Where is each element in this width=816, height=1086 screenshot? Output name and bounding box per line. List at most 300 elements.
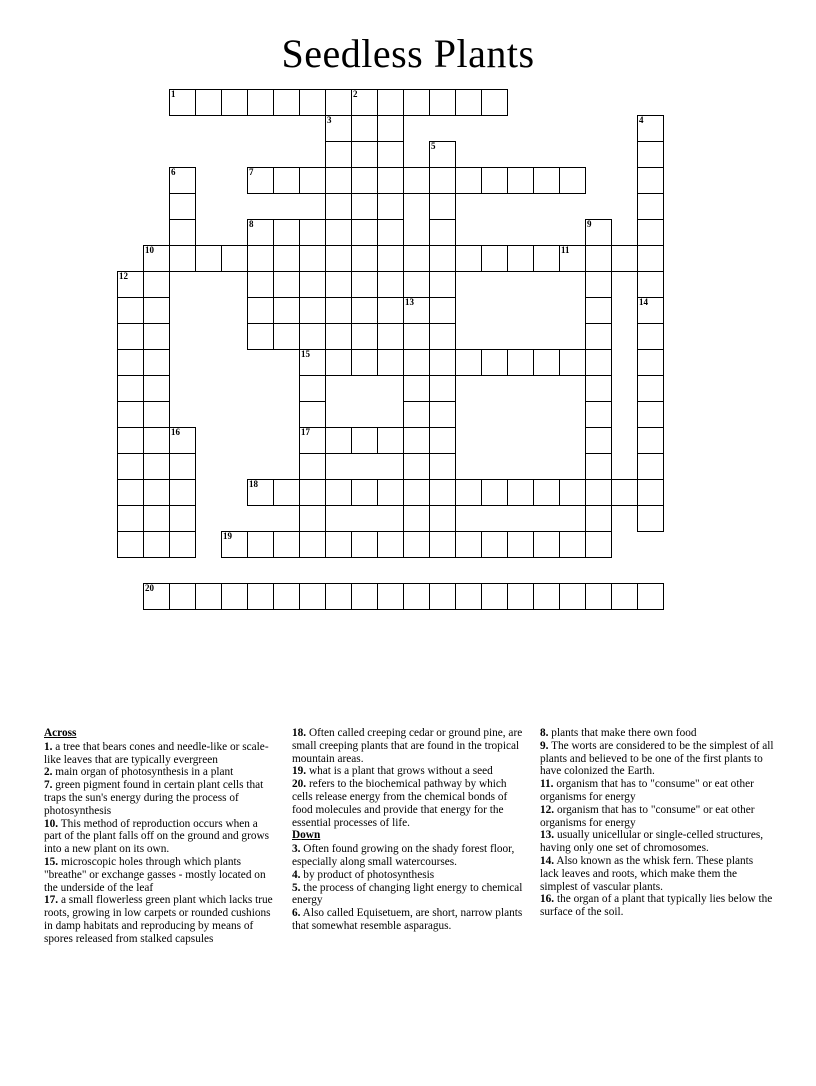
grid-cell[interactable] xyxy=(325,531,352,558)
clue-item xyxy=(540,893,774,919)
grid-cell[interactable] xyxy=(247,297,274,324)
grid-cell[interactable] xyxy=(403,401,430,428)
grid-cell[interactable] xyxy=(455,349,482,376)
grid-cell[interactable] xyxy=(507,583,534,610)
grid-cell[interactable] xyxy=(481,167,508,194)
grid-cell[interactable] xyxy=(377,271,404,298)
grid-cell[interactable] xyxy=(117,453,144,480)
grid-cell[interactable] xyxy=(533,167,560,194)
grid-cell[interactable] xyxy=(351,297,378,324)
grid-cell[interactable] xyxy=(325,193,352,220)
grid-cell[interactable] xyxy=(481,583,508,610)
grid-cell[interactable] xyxy=(559,167,586,194)
across-heading: Across xyxy=(44,727,77,739)
grid-cell[interactable] xyxy=(247,479,274,506)
across-clue-list-part2 xyxy=(292,727,526,829)
grid-cell[interactable] xyxy=(585,271,612,298)
clue-number: 17. xyxy=(44,894,59,907)
grid-cell[interactable] xyxy=(299,583,326,610)
grid-cell[interactable] xyxy=(377,583,404,610)
page-title: Seedless Plants xyxy=(281,31,535,76)
grid-cell-number: 14 xyxy=(639,297,648,307)
clue-item xyxy=(44,766,278,779)
grid-cell[interactable] xyxy=(117,401,144,428)
grid-cell[interactable] xyxy=(247,89,274,116)
clue-text: organism that has to "consume" or eat other organisms for energy xyxy=(540,803,755,829)
grid-cell[interactable] xyxy=(403,375,430,402)
grid-cell[interactable] xyxy=(325,297,352,324)
grid-cell[interactable] xyxy=(585,531,612,558)
grid-cell[interactable] xyxy=(299,245,326,272)
grid-cell[interactable] xyxy=(247,245,274,272)
grid-cell[interactable] xyxy=(507,245,534,272)
grid-cell-number: 19 xyxy=(223,531,232,541)
grid-cell[interactable] xyxy=(559,349,586,376)
clue-number: 18. xyxy=(292,727,307,739)
grid-cell[interactable] xyxy=(429,193,456,220)
grid-cell[interactable] xyxy=(377,245,404,272)
grid-cell[interactable] xyxy=(403,89,430,116)
grid-cell[interactable] xyxy=(247,531,274,558)
grid-cell[interactable] xyxy=(325,271,352,298)
grid-cell[interactable] xyxy=(481,245,508,272)
grid-cell[interactable] xyxy=(143,297,170,324)
grid-cell[interactable] xyxy=(247,583,274,610)
grid-cell[interactable] xyxy=(351,89,378,116)
clue-text: refers to the biochemical pathway by which cells release energy from the chemical bonds of food molecules and provide that energy for the essential processes of life. xyxy=(292,778,508,829)
grid-cell[interactable] xyxy=(585,297,612,324)
grid-cell[interactable] xyxy=(403,245,430,272)
down-clue-list-part1 xyxy=(292,843,526,933)
grid-cell[interactable] xyxy=(351,193,378,220)
grid-cell[interactable] xyxy=(299,219,326,246)
grid-cell[interactable] xyxy=(637,479,664,506)
grid-cell[interactable] xyxy=(273,89,300,116)
clue-number: 7. xyxy=(44,779,53,792)
grid-cell[interactable] xyxy=(533,479,560,506)
grid-cell[interactable] xyxy=(429,323,456,350)
clue-item xyxy=(44,779,278,817)
grid-cell-number: 15 xyxy=(301,349,310,359)
grid-cell[interactable] xyxy=(325,245,352,272)
clue-item xyxy=(540,855,774,893)
clue-item xyxy=(44,818,278,856)
grid-cell[interactable] xyxy=(351,219,378,246)
grid-cell[interactable] xyxy=(143,531,170,558)
grid-cell[interactable] xyxy=(377,193,404,220)
grid-cell[interactable] xyxy=(143,271,170,298)
grid-cell[interactable] xyxy=(559,583,586,610)
clue-text: the organ of a plant that typically lies below the surface of the soil. xyxy=(540,893,773,919)
grid-cell[interactable] xyxy=(273,531,300,558)
grid-cell[interactable] xyxy=(429,583,456,610)
grid-cell[interactable] xyxy=(533,583,560,610)
clue-number: 14. xyxy=(540,854,555,867)
grid-cell[interactable] xyxy=(585,479,612,506)
grid-cell[interactable] xyxy=(429,505,456,532)
grid-cell[interactable] xyxy=(403,583,430,610)
grid-cell-number: 2 xyxy=(353,89,358,99)
grid-cell[interactable] xyxy=(637,401,664,428)
clue-text: The worts are considered to be the simplest of all plants and believed to be one of the first plants to have colonized the Earth. xyxy=(540,739,774,778)
grid-cell[interactable] xyxy=(117,297,144,324)
grid-cell[interactable] xyxy=(637,349,664,376)
grid-cell[interactable] xyxy=(637,453,664,480)
grid-cell[interactable] xyxy=(377,297,404,324)
grid-cell[interactable] xyxy=(143,453,170,480)
grid-cell[interactable] xyxy=(299,401,326,428)
grid-cell[interactable] xyxy=(247,167,274,194)
grid-cell[interactable] xyxy=(169,583,196,610)
grid-cell[interactable] xyxy=(247,219,274,246)
grid-cell[interactable] xyxy=(585,349,612,376)
grid-cell[interactable] xyxy=(273,583,300,610)
grid-cell[interactable] xyxy=(585,505,612,532)
grid-cell[interactable] xyxy=(455,531,482,558)
grid-cell[interactable] xyxy=(299,349,326,376)
clue-text: usually unicellular or single-celled structures, having only one set of chromosomes. xyxy=(540,829,764,855)
grid-cell[interactable] xyxy=(403,505,430,532)
grid-cell[interactable] xyxy=(429,531,456,558)
grid-cell[interactable] xyxy=(351,141,378,168)
grid-cell[interactable] xyxy=(169,193,196,220)
grid-cell[interactable] xyxy=(169,453,196,480)
grid-cell-number: 9 xyxy=(587,219,592,229)
grid-cell[interactable] xyxy=(351,245,378,272)
clue-item xyxy=(292,869,526,882)
clue-text: microscopic holes through which plants "breathe" or exchange gasses - mostly located on the underside of the leaf xyxy=(44,855,266,894)
grid-cell[interactable] xyxy=(585,323,612,350)
grid-cell[interactable] xyxy=(351,323,378,350)
grid-cell[interactable] xyxy=(299,167,326,194)
clue-item xyxy=(540,804,774,830)
grid-cell[interactable] xyxy=(273,219,300,246)
grid-cell[interactable] xyxy=(377,115,404,142)
grid-cell[interactable] xyxy=(325,479,352,506)
clue-item xyxy=(292,843,526,869)
grid-cell[interactable] xyxy=(585,375,612,402)
grid-cell[interactable] xyxy=(143,245,170,272)
clue-item xyxy=(540,829,774,855)
clue-item xyxy=(292,778,526,829)
grid-cell[interactable] xyxy=(169,219,196,246)
clue-number: 19. xyxy=(292,765,307,778)
grid-cell[interactable] xyxy=(299,271,326,298)
clue-text: a tree that bears cones and needle-like or scale-like leaves that are typically evergreen xyxy=(44,740,269,766)
grid-cell[interactable] xyxy=(377,323,404,350)
grid-cell[interactable] xyxy=(429,427,456,454)
grid-cell[interactable] xyxy=(351,115,378,142)
grid-cell[interactable] xyxy=(377,89,404,116)
grid-cell[interactable] xyxy=(507,167,534,194)
grid-cell[interactable] xyxy=(637,115,664,142)
clue-item xyxy=(292,882,526,908)
grid-cell[interactable] xyxy=(377,479,404,506)
grid-cell[interactable] xyxy=(299,89,326,116)
grid-cell[interactable] xyxy=(403,427,430,454)
grid-cell[interactable] xyxy=(403,323,430,350)
grid-cell[interactable] xyxy=(299,375,326,402)
grid-cell[interactable] xyxy=(585,401,612,428)
grid-cell[interactable] xyxy=(377,531,404,558)
clue-number: 2. xyxy=(44,766,53,779)
grid-cell[interactable] xyxy=(455,479,482,506)
grid-cell[interactable] xyxy=(429,271,456,298)
clue-number: 11. xyxy=(540,778,554,791)
grid-cell[interactable] xyxy=(273,271,300,298)
grid-cell[interactable] xyxy=(169,89,196,116)
grid-cell[interactable] xyxy=(351,531,378,558)
grid-cell[interactable] xyxy=(195,89,222,116)
clue-number: 3. xyxy=(292,843,301,856)
grid-cell[interactable] xyxy=(507,349,534,376)
clue-item xyxy=(44,894,278,945)
grid-cell[interactable] xyxy=(637,375,664,402)
grid-cell[interactable] xyxy=(533,531,560,558)
grid-cell-number: 13 xyxy=(405,297,414,307)
grid-cell[interactable] xyxy=(455,167,482,194)
grid-cell[interactable] xyxy=(299,297,326,324)
grid-cell-number: 16 xyxy=(171,427,180,437)
grid-cell[interactable] xyxy=(481,349,508,376)
clue-item xyxy=(292,727,526,765)
grid-cell-number: 5 xyxy=(431,141,436,151)
grid-cell[interactable] xyxy=(637,167,664,194)
grid-cell[interactable] xyxy=(429,167,456,194)
grid-cell[interactable] xyxy=(429,219,456,246)
grid-cell[interactable] xyxy=(403,453,430,480)
clue-text: main organ of photosynthesis in a plant xyxy=(52,766,234,779)
grid-cell[interactable] xyxy=(481,531,508,558)
clue-number: 5. xyxy=(292,881,301,894)
clue-number: 12. xyxy=(540,803,555,816)
grid-cell-number: 1 xyxy=(171,89,176,99)
grid-cell-number: 12 xyxy=(119,271,128,281)
grid-cell[interactable] xyxy=(273,297,300,324)
grid-cell[interactable] xyxy=(637,297,664,324)
grid-cell[interactable] xyxy=(637,583,664,610)
grid-cell[interactable] xyxy=(143,349,170,376)
clue-item xyxy=(292,907,526,933)
clues-column-2 xyxy=(292,727,526,946)
grid-cell[interactable] xyxy=(247,271,274,298)
grid-cell[interactable] xyxy=(143,479,170,506)
grid-cell[interactable] xyxy=(169,531,196,558)
grid-cell[interactable] xyxy=(169,427,196,454)
grid-cell[interactable] xyxy=(169,505,196,532)
grid-cell[interactable] xyxy=(117,505,144,532)
grid-cell[interactable] xyxy=(299,453,326,480)
grid-cell[interactable] xyxy=(221,531,248,558)
crossword-grid xyxy=(0,89,816,679)
clue-item xyxy=(292,765,526,778)
clue-number: 4. xyxy=(292,868,301,881)
grid-cell[interactable] xyxy=(117,323,144,350)
grid-cell[interactable] xyxy=(455,89,482,116)
grid-cell[interactable] xyxy=(169,167,196,194)
clue-text: Often found growing on the shady forest floor, especially along small watercourses. xyxy=(292,843,515,868)
grid-cell[interactable] xyxy=(455,245,482,272)
grid-cell[interactable] xyxy=(273,167,300,194)
grid-cell[interactable] xyxy=(325,89,352,116)
clue-text: the process of changing light energy to chemical energy xyxy=(292,881,523,907)
grid-cell[interactable] xyxy=(273,479,300,506)
grid-cell[interactable] xyxy=(117,375,144,402)
grid-cell[interactable] xyxy=(117,479,144,506)
clue-number: 16. xyxy=(540,893,555,906)
grid-cell[interactable] xyxy=(429,479,456,506)
grid-cell[interactable] xyxy=(351,349,378,376)
grid-cell[interactable] xyxy=(221,245,248,272)
grid-cell[interactable] xyxy=(637,245,664,272)
grid-cell[interactable] xyxy=(143,375,170,402)
clue-number: 1. xyxy=(44,740,53,753)
clue-number: 9. xyxy=(540,739,549,752)
grid-cell[interactable] xyxy=(637,141,664,168)
grid-cell[interactable] xyxy=(117,271,144,298)
grid-cell[interactable] xyxy=(273,323,300,350)
grid-cell[interactable] xyxy=(351,167,378,194)
grid-cell[interactable] xyxy=(429,453,456,480)
grid-cell[interactable] xyxy=(403,479,430,506)
grid-cell[interactable] xyxy=(403,167,430,194)
clue-number: 10. xyxy=(44,817,59,830)
grid-cell[interactable] xyxy=(117,349,144,376)
grid-cell[interactable] xyxy=(585,219,612,246)
grid-cell[interactable] xyxy=(429,297,456,324)
grid-cell[interactable] xyxy=(247,323,274,350)
grid-cell[interactable] xyxy=(403,297,430,324)
grid-cell[interactable] xyxy=(299,505,326,532)
grid-cell[interactable] xyxy=(637,323,664,350)
clue-item xyxy=(540,778,774,804)
grid-cell[interactable] xyxy=(507,531,534,558)
grid-cell[interactable] xyxy=(429,375,456,402)
clues-column-1 xyxy=(44,727,278,946)
grid-cell[interactable] xyxy=(429,349,456,376)
grid-cell[interactable] xyxy=(481,89,508,116)
grid-cell[interactable] xyxy=(325,583,352,610)
clue-item xyxy=(540,727,774,740)
grid-cell[interactable] xyxy=(221,583,248,610)
grid-cell[interactable] xyxy=(351,427,378,454)
grid-cell[interactable] xyxy=(325,427,352,454)
clue-text: plants that make there own food xyxy=(548,727,697,739)
grid-cell[interactable] xyxy=(403,531,430,558)
grid-cell[interactable] xyxy=(533,349,560,376)
grid-cell[interactable] xyxy=(455,583,482,610)
grid-cell[interactable] xyxy=(169,479,196,506)
grid-cell[interactable] xyxy=(299,427,326,454)
clue-number: 8. xyxy=(540,727,549,739)
grid-cell[interactable] xyxy=(143,427,170,454)
grid-cell[interactable] xyxy=(299,531,326,558)
grid-cell[interactable] xyxy=(429,89,456,116)
grid-cell[interactable] xyxy=(325,219,352,246)
grid-cell[interactable] xyxy=(143,505,170,532)
grid-cell[interactable] xyxy=(429,245,456,272)
clue-number: 6. xyxy=(292,907,301,920)
clue-number: 13. xyxy=(540,829,555,842)
grid-cell[interactable] xyxy=(559,479,586,506)
grid-cell[interactable] xyxy=(611,583,638,610)
grid-cell[interactable] xyxy=(403,349,430,376)
grid-cell[interactable] xyxy=(637,505,664,532)
grid-cell[interactable] xyxy=(377,219,404,246)
grid-cell[interactable] xyxy=(325,115,352,142)
grid-cell[interactable] xyxy=(377,427,404,454)
across-clue-list-part1 xyxy=(44,741,278,946)
grid-cell[interactable] xyxy=(585,453,612,480)
grid-cell[interactable] xyxy=(429,401,456,428)
grid-cell-number: 17 xyxy=(301,427,310,437)
grid-cell[interactable] xyxy=(117,427,144,454)
grid-cell[interactable] xyxy=(143,583,170,610)
grid-cell[interactable] xyxy=(637,219,664,246)
clue-number: 15. xyxy=(44,855,59,868)
grid-cell[interactable] xyxy=(377,141,404,168)
grid-cell-number: 8 xyxy=(249,219,254,229)
grid-cell[interactable] xyxy=(351,583,378,610)
grid-cell-number: 11 xyxy=(561,245,570,255)
grid-cell[interactable] xyxy=(611,479,638,506)
grid-cell[interactable] xyxy=(221,89,248,116)
grid-cell[interactable] xyxy=(559,245,586,272)
grid-cell[interactable] xyxy=(585,245,612,272)
grid-cell[interactable] xyxy=(351,271,378,298)
grid-cell[interactable] xyxy=(325,167,352,194)
grid-cell[interactable] xyxy=(377,349,404,376)
grid-cell[interactable] xyxy=(325,141,352,168)
grid-cell[interactable] xyxy=(195,245,222,272)
grid-cell[interactable] xyxy=(273,245,300,272)
clue-number: 20. xyxy=(292,778,307,791)
grid-cell[interactable] xyxy=(585,427,612,454)
grid-cell[interactable] xyxy=(637,193,664,220)
grid-cell[interactable] xyxy=(637,271,664,298)
grid-cell[interactable] xyxy=(325,349,352,376)
grid-cell[interactable] xyxy=(117,531,144,558)
grid-cell-number: 7 xyxy=(249,167,254,177)
clue-item xyxy=(540,740,774,778)
grid-cell[interactable] xyxy=(585,583,612,610)
grid-cell[interactable] xyxy=(429,141,456,168)
grid-cell-number: 6 xyxy=(171,167,176,177)
clue-text: This method of reproduction occurs when a part of the plant falls off on the ground and grows into a new plant on its own. xyxy=(44,817,270,856)
grid-cell[interactable] xyxy=(559,531,586,558)
grid-cell[interactable] xyxy=(351,479,378,506)
grid-cell[interactable] xyxy=(195,583,222,610)
clues-column-3 xyxy=(540,727,774,946)
grid-cell[interactable] xyxy=(143,323,170,350)
clue-text: what is a plant that grows without a seed xyxy=(306,765,493,778)
down-heading: Down xyxy=(292,829,321,842)
clue-text: Also called Equisetuem, are short, narrow plants that somewhat resemble asparagus. xyxy=(292,907,523,932)
grid-cell[interactable] xyxy=(299,479,326,506)
grid-cell[interactable] xyxy=(507,479,534,506)
grid-cell[interactable] xyxy=(377,167,404,194)
grid-cell[interactable] xyxy=(637,427,664,454)
grid-cell-number: 20 xyxy=(145,583,154,593)
grid-cell-number: 18 xyxy=(249,479,258,489)
grid-cell[interactable] xyxy=(325,323,352,350)
grid-cell[interactable] xyxy=(299,323,326,350)
grid-cell[interactable] xyxy=(533,245,560,272)
grid-cell[interactable] xyxy=(611,245,638,272)
grid-cell[interactable] xyxy=(169,245,196,272)
grid-cell[interactable] xyxy=(481,479,508,506)
grid-cell[interactable] xyxy=(143,401,170,428)
